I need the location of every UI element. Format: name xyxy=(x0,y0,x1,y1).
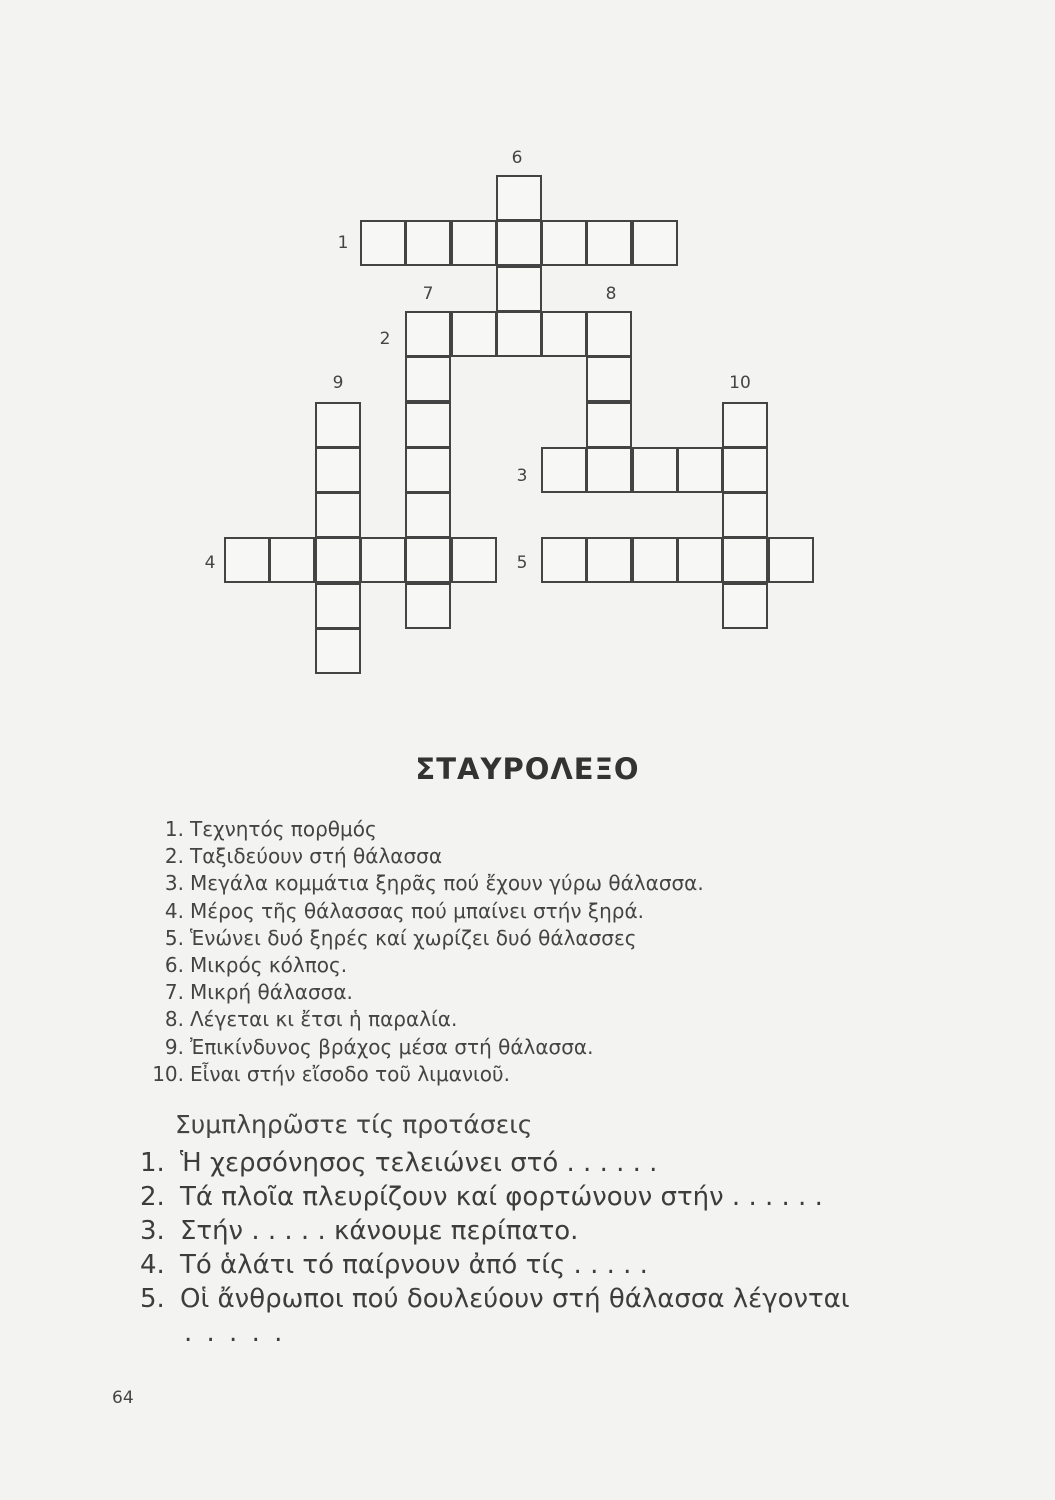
sentence-number: 3. xyxy=(140,1216,165,1246)
crossword-number: 7 xyxy=(422,284,434,304)
clue-item xyxy=(148,843,704,870)
clue-list xyxy=(148,816,704,1088)
crossword-cell xyxy=(360,220,406,266)
clue-item xyxy=(148,898,704,925)
sentence-item xyxy=(140,1248,850,1282)
crossword-number: 10 xyxy=(729,373,751,393)
sentence-text: Τό ἁλάτι τό παίρνουν ἀπό τίς . . . . . xyxy=(180,1250,648,1280)
clue-number: 8. xyxy=(164,1007,184,1032)
crossword-number: 3 xyxy=(516,466,528,486)
crossword-cell xyxy=(496,311,542,357)
crossword-number: 2 xyxy=(379,329,391,349)
crossword-cell xyxy=(496,220,542,266)
clue-text: Ἐπικίνδυνος βράχος μέσα στή θάλασσα. xyxy=(190,1034,594,1059)
sentence-text: Ἡ χερσόνησος τελειώνει στό . . . . . . xyxy=(180,1148,658,1178)
crossword-cell xyxy=(586,356,632,402)
crossword-number: 9 xyxy=(332,373,344,393)
sentence-number: 4. xyxy=(140,1250,165,1280)
crossword-grid xyxy=(0,0,1055,700)
clue-item xyxy=(148,1034,704,1061)
crossword-cell xyxy=(451,311,497,357)
sentence-text: Οἱ ἄνθρωποι πού δουλεύουν στή θάλασσα λέγονται xyxy=(180,1284,850,1314)
crossword-cell xyxy=(405,402,451,448)
clue-text: Μικρός κόλπος. xyxy=(190,953,348,978)
crossword-cell xyxy=(405,220,451,266)
crossword-cell xyxy=(405,583,451,629)
clue-text: Μικρή θάλασσα. xyxy=(190,980,353,1005)
crossword-cell xyxy=(451,537,497,583)
crossword-cell xyxy=(496,266,542,312)
crossword-number: 1 xyxy=(337,233,349,253)
crossword-cell xyxy=(768,537,814,583)
clue-item xyxy=(148,1061,704,1088)
crossword-cell xyxy=(677,537,723,583)
crossword-cell xyxy=(451,220,497,266)
clue-text: Μεγάλα κομμάτια ξηρᾶς πού ἔχουν γύρω θάλασσα. xyxy=(190,871,704,896)
clue-text: Τεχνητός πορθμός xyxy=(190,817,377,841)
crossword-cell xyxy=(541,537,587,583)
page-title: ΣΤΑΥΡΟΛΕΞΟ xyxy=(415,752,640,786)
sentence-list xyxy=(140,1146,850,1350)
crossword-cell xyxy=(541,220,587,266)
crossword-cell xyxy=(405,311,451,357)
clue-number: 10. xyxy=(152,1061,184,1086)
crossword-number: 5 xyxy=(516,553,528,573)
crossword-cell xyxy=(586,537,632,583)
crossword-cell xyxy=(586,447,632,493)
clue-item xyxy=(148,870,704,897)
crossword-cell xyxy=(269,537,315,583)
crossword-cell xyxy=(360,537,406,583)
sentence-number: 2. xyxy=(140,1182,165,1212)
sentence-number: 5. xyxy=(140,1284,165,1314)
clue-item xyxy=(148,925,704,952)
crossword-cell xyxy=(677,447,723,493)
sentence-item xyxy=(140,1282,850,1316)
clue-number: 4. xyxy=(164,898,184,923)
sentence-item xyxy=(140,1214,850,1248)
clue-number: 2. xyxy=(164,844,184,869)
crossword-cell xyxy=(315,583,361,629)
crossword-number: 6 xyxy=(511,148,523,168)
clue-item xyxy=(148,816,704,843)
crossword-cell xyxy=(722,583,768,629)
clue-number: 1. xyxy=(164,817,184,841)
exercise-heading: Συμπληρῶστε τίς προτάσεις xyxy=(175,1110,533,1139)
clue-text: Λέγεται κι ἔτσι ἡ παραλία. xyxy=(190,1007,458,1032)
crossword-cell xyxy=(405,356,451,402)
crossword-cell xyxy=(541,311,587,357)
crossword-cell xyxy=(405,447,451,493)
crossword-cell xyxy=(586,311,632,357)
sentence-text: Τά πλοῖα πλευρίζουν καί φορτώνουν στήν . . . . . . xyxy=(180,1182,823,1212)
crossword-cell xyxy=(315,402,361,448)
crossword-cell xyxy=(586,220,632,266)
crossword-cell xyxy=(586,402,632,448)
crossword-number: 4 xyxy=(204,553,216,573)
clue-number: 5. xyxy=(164,925,184,950)
crossword-cell xyxy=(315,492,361,538)
page-number: 64 xyxy=(112,1388,134,1408)
sentence-number: 1. xyxy=(140,1148,165,1178)
crossword-cell xyxy=(224,537,270,583)
clue-text: Ἑνώνει δυό ξηρές καί χωρίζει δυό θάλασσες xyxy=(190,925,637,950)
clue-number: 6. xyxy=(164,953,184,978)
crossword-cell xyxy=(722,537,768,583)
clue-text: Εἶναι στήν εἴσοδο τοῦ λιμανιοῦ. xyxy=(190,1061,510,1086)
clue-text: Μέρος τῆς θάλασσας πού μπαίνει στήν ξηρά. xyxy=(190,898,644,923)
crossword-cell xyxy=(315,628,361,674)
clue-number: 9. xyxy=(164,1034,184,1059)
clue-item xyxy=(148,1006,704,1033)
clue-item xyxy=(148,979,704,1006)
clue-number: 7. xyxy=(164,980,184,1005)
crossword-cell xyxy=(722,492,768,538)
crossword-cell xyxy=(632,537,678,583)
sentence-text: Στήν . . . . . κάνουμε περίπατο. xyxy=(180,1216,579,1246)
crossword-number: 8 xyxy=(605,284,617,304)
crossword-cell xyxy=(632,447,678,493)
sentence-item xyxy=(140,1180,850,1214)
crossword-cell xyxy=(496,175,542,221)
crossword-cell xyxy=(315,537,361,583)
sentence-item xyxy=(140,1146,850,1180)
crossword-cell xyxy=(722,402,768,448)
clue-text: Ταξιδεύουν στή θάλασσα xyxy=(190,844,443,869)
crossword-cell xyxy=(405,492,451,538)
crossword-cell xyxy=(541,447,587,493)
crossword-cell xyxy=(405,537,451,583)
crossword-cell xyxy=(632,220,678,266)
crossword-cell xyxy=(315,447,361,493)
crossword-cell xyxy=(722,447,768,493)
clue-item xyxy=(148,952,704,979)
sentence-continuation: . . . . . xyxy=(184,1318,286,1348)
clue-number: 3. xyxy=(164,871,184,896)
